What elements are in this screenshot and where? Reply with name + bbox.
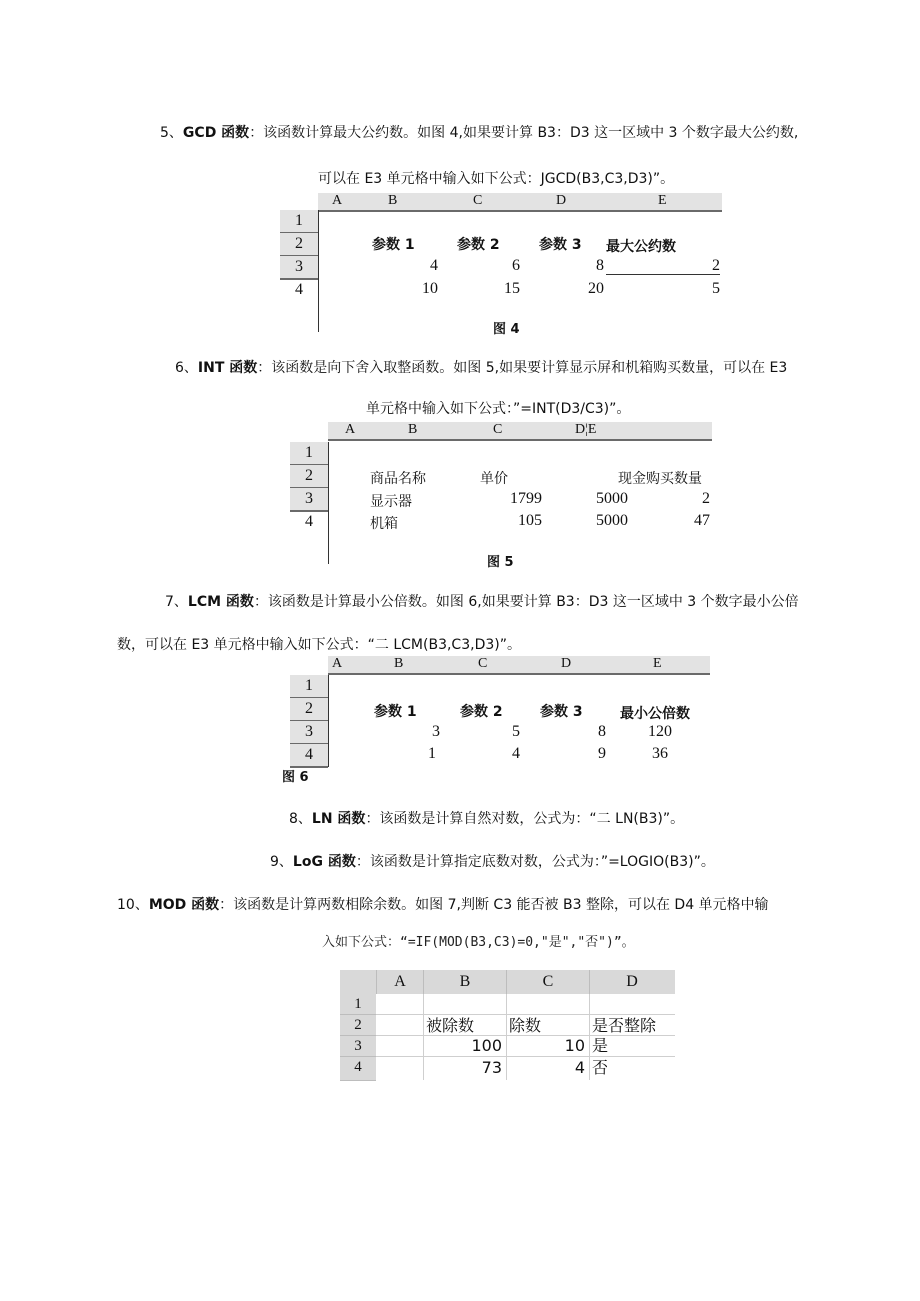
row-3: 3 — [290, 721, 328, 745]
cell-d4: 20 — [588, 280, 604, 297]
para9-line — [270, 853, 715, 871]
row-4: 4 — [340, 1057, 376, 1081]
cell-c4: 105 — [518, 512, 542, 529]
row-4: 4 — [290, 744, 328, 768]
para8-func-name: LN 函数 — [311, 811, 366, 827]
hdr-divisible: 是否整除 — [592, 1016, 657, 1035]
cell-b3: 显示器 — [370, 494, 412, 510]
row-1: 1 — [290, 675, 328, 699]
cell-c3: 1799 — [510, 490, 542, 507]
cell-b3: 4 — [430, 257, 438, 274]
col-c: C — [478, 656, 488, 671]
col-b: B — [388, 193, 398, 208]
hdr-param3: 参数 3 — [540, 704, 583, 720]
row-3: 3 — [280, 256, 318, 280]
row-4: 4 — [295, 281, 303, 298]
col-e: E — [653, 656, 662, 671]
figure-6-spreadsheet — [282, 656, 710, 785]
cell-e3: 120 — [648, 723, 672, 740]
cell-e3: 2 — [702, 490, 710, 507]
para6-func-name: INT 函数 — [197, 360, 258, 376]
hdr-divisor: 除数 — [509, 1016, 542, 1035]
para10-line2: 入如下公式：“=IF(MOD(B3,C3)=0,"是","否")”。 — [322, 935, 635, 950]
cell-b4: 1 — [428, 745, 436, 762]
grid-line — [376, 1056, 675, 1057]
para10-func-name: MOD 函数 — [148, 897, 220, 913]
para8-line — [289, 810, 684, 828]
col-e: E — [658, 193, 667, 208]
hdr-gcd: 最大公约数 — [606, 239, 676, 255]
cell-c3: 6 — [512, 257, 520, 274]
figure-4-spreadsheet — [280, 193, 722, 337]
col-c: C — [507, 970, 590, 994]
cell-e4: 47 — [694, 512, 710, 529]
para6-text1: ：该函数是向下舍入取整函数。如图 5,如果要计算显示屏和机箱购买数量，可以在 E3 — [257, 360, 788, 376]
cell-b3: 3 — [432, 723, 440, 740]
row-2: 2 — [340, 1015, 376, 1036]
hdr-param2: 参数 2 — [457, 237, 500, 253]
col-b: B — [424, 970, 507, 994]
cell-e4: 5 — [712, 280, 720, 297]
figure-7-spreadsheet — [340, 970, 675, 1080]
para6-line2: 单元格中输入如下公式：”=INT(D3/C3)”。 — [366, 401, 631, 417]
figure-4-caption: 图 4 — [493, 322, 520, 337]
hdr-price: 单价 — [480, 471, 508, 487]
col-b: B — [394, 656, 404, 671]
para7-func-name: LCM 函数 — [187, 594, 254, 610]
para7-line1 — [165, 593, 799, 611]
cell-d4: 否 — [592, 1058, 609, 1077]
col-a: A — [377, 970, 424, 994]
hdr-param1: 参数 1 — [372, 237, 415, 253]
para7-line2: 数，可以在 E3 单元格中输入如下公式：“二 LCM(B3,C3,D3)”。 — [117, 637, 521, 653]
row-1: 1 — [280, 210, 318, 234]
cell-b3: 100 — [471, 1036, 502, 1055]
col-b: B — [408, 422, 418, 437]
cell-d3: 8 — [598, 723, 606, 740]
para6-line1 — [175, 359, 787, 377]
para5-num: 5、 — [160, 125, 183, 141]
hdr-lcm: 最小公倍数 — [620, 706, 690, 722]
row-2: 2 — [290, 698, 328, 722]
cell-c4: 4 — [512, 745, 520, 762]
cell-d4: 5000 — [596, 512, 628, 529]
row-3: 3 — [290, 488, 328, 512]
para5-line2: 可以在 E3 单元格中输入如下公式：JGCD(B3,C3,D3)”。 — [318, 171, 675, 187]
cell-e4: 36 — [652, 745, 668, 762]
para10-text1: ：该函数是计算两数相除余数。如图 7,判断 C3 能否被 B3 整除，可以在 D4 单元格中输 — [219, 897, 769, 913]
figure-5-spreadsheet — [290, 422, 712, 570]
cell-e3: 2 — [712, 257, 720, 274]
col-de: D¦E — [575, 422, 597, 437]
corner-cell — [340, 970, 377, 994]
row-1: 1 — [340, 994, 376, 1015]
row-1: 1 — [290, 442, 328, 466]
col-d: D — [626, 973, 638, 990]
row-2: 2 — [280, 233, 318, 257]
e3-underline — [606, 274, 720, 275]
hdr-param1: 参数 1 — [374, 704, 417, 720]
hdr-param2: 参数 2 — [460, 704, 503, 720]
para5-func-name: GCD 函数 — [182, 125, 250, 141]
cell-d4: 9 — [598, 745, 606, 762]
para8-num: 8、 — [289, 811, 312, 827]
row-header-divider — [328, 442, 329, 564]
para9-func-name: LoG 函数 — [292, 854, 356, 870]
hdr-product: 商品名称 — [370, 471, 426, 487]
para7-text1: ：该函数是计算最小公倍数。如图 6,如果要计算 B3：D3 这一区域中 3 个数字最小公倍 — [253, 594, 799, 610]
col-a: A — [332, 193, 343, 208]
para10-num: 10、 — [117, 897, 149, 913]
cell-c3: 10 — [564, 1036, 585, 1055]
cell-d3: 5000 — [596, 490, 628, 507]
para6-num: 6、 — [175, 360, 198, 376]
col-d: D — [556, 193, 567, 208]
row-header-divider — [318, 210, 319, 332]
column-header-bar — [328, 422, 712, 441]
col-c: C — [493, 422, 503, 437]
cell-b4: 机箱 — [370, 516, 398, 532]
cell-d3: 是 — [592, 1036, 609, 1055]
para10-line1 — [117, 896, 769, 914]
col-a: A — [345, 422, 356, 437]
figure-5-caption: 图 5 — [487, 555, 514, 570]
col-d: D — [561, 656, 572, 671]
cell-d3: 8 — [596, 257, 604, 274]
para9-num: 9、 — [270, 854, 293, 870]
para9-text: ：该函数是计算指定底数对数，公式为：”=LOGIO(B3)”。 — [355, 854, 715, 870]
para5-text1: ：该函数计算最大公约数。如图 4,如果要计算 B3：D3 这一区域中 3 个数字最大公约数, — [249, 125, 799, 141]
cell-c3: 5 — [512, 723, 520, 740]
figure-6-caption: 图 6 — [282, 770, 309, 785]
row-3: 3 — [340, 1036, 376, 1057]
para7-num: 7、 — [165, 594, 188, 610]
hdr-param3: 参数 3 — [539, 237, 582, 253]
row-header-divider — [328, 675, 329, 767]
col-c: C — [473, 193, 483, 208]
hdr-qty: 现金购买数量 — [618, 471, 702, 487]
grid-line — [376, 1014, 675, 1015]
grid-line — [589, 994, 590, 1080]
para5-line1 — [160, 124, 798, 142]
cell-c4: 15 — [504, 280, 520, 297]
cell-b4: 10 — [422, 280, 438, 297]
cell-b4: 73 — [481, 1058, 502, 1077]
row-4: 4 — [305, 513, 313, 530]
col-a: A — [332, 656, 343, 671]
cell-c4: 4 — [574, 1058, 585, 1077]
hdr-dividend: 被除数 — [426, 1016, 475, 1035]
para8-text: ：该函数是计算自然对数，公式为：“二 LN(B3)”。 — [365, 811, 685, 827]
row-2: 2 — [290, 465, 328, 489]
